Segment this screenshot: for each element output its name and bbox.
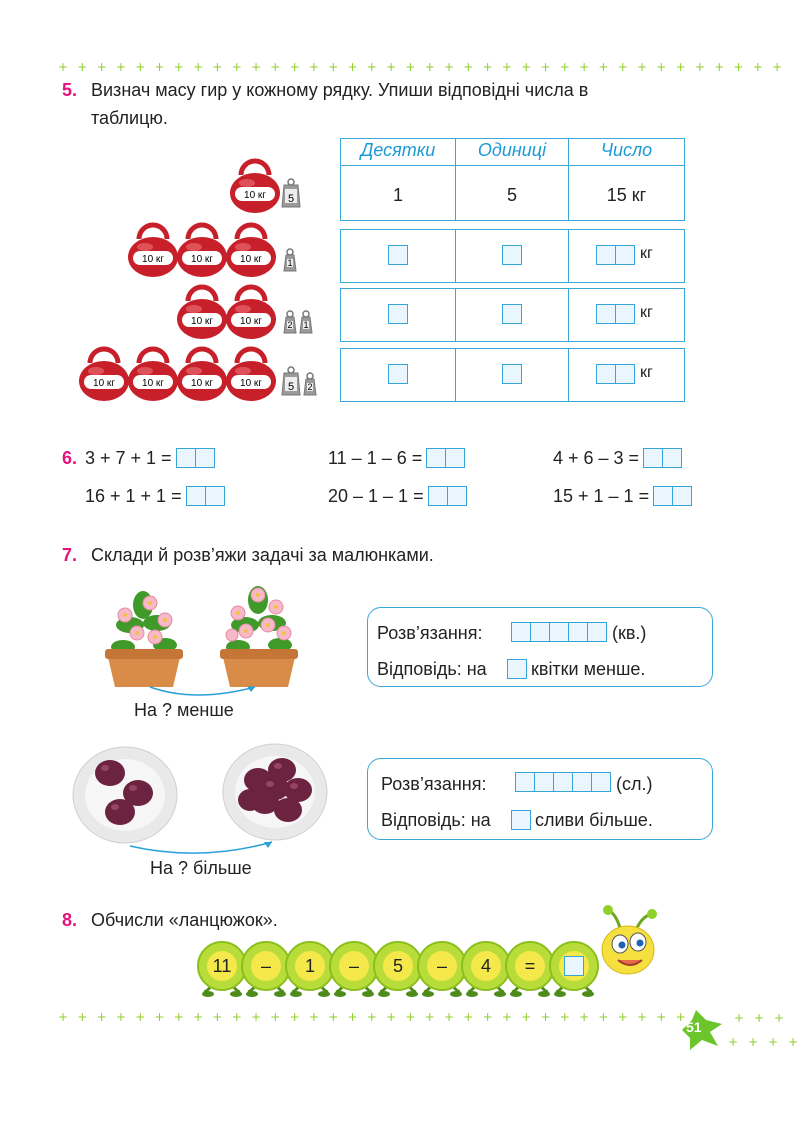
svg-text:+: + [656,60,667,74]
answer-input-2[interactable] [511,810,531,830]
svg-text:+: + [482,1010,493,1024]
svg-text:+: + [521,1010,532,1024]
svg-text:+: + [463,1010,474,1024]
svg-text:+: + [694,60,705,74]
top-dotted-border [0,60,800,74]
chain-answer-input[interactable] [564,956,584,976]
equation-text: 15 + 1 – 1 = [553,486,650,506]
caterpillar-head-icon [602,905,657,974]
example-number: 15 кг [606,185,647,205]
equation [328,486,468,507]
svg-text:1: 1 [287,258,293,268]
answer-prefix-2: Відповідь: на [381,810,491,830]
weight-label: 10 кг [142,254,164,265]
solution-boxes-2[interactable] [515,772,615,792]
weight-small-icon [282,179,300,207]
equation [85,486,226,507]
svg-text:+: + [728,1035,739,1049]
weight-10kg-icon [230,161,280,213]
svg-text:+: + [115,1010,126,1024]
svg-text:+: + [521,60,532,74]
solution-label-1: Розв’язання: [377,623,483,643]
weight-10kg-icon [128,225,178,277]
weight-10kg-icon [177,287,227,339]
svg-text:+: + [482,60,493,74]
svg-text:2: 2 [287,320,293,330]
equation-answer-input[interactable] [426,448,466,468]
plate-left-icon [73,747,177,843]
example-tens: 1 [392,185,403,205]
svg-text:+: + [424,60,435,74]
comparison-arrow [150,687,255,695]
unit-label: кг [640,304,653,321]
weight-label: 10 кг [93,378,115,389]
svg-text:+: + [675,60,686,74]
answer-suffix-2: сливи більше. [535,810,653,830]
weight-small-icon [304,373,316,395]
unit-label: кг [640,245,653,262]
svg-text:+: + [251,1010,262,1024]
svg-text:+: + [366,1010,377,1024]
svg-text:+: + [788,1035,799,1049]
svg-text:+: + [637,1010,648,1024]
chain-item: 11 [212,956,232,976]
svg-text:+: + [656,1010,667,1024]
svg-text:+: + [579,1010,590,1024]
solution-label-2: Розв’язання: [381,774,487,794]
svg-text:+: + [154,1010,165,1024]
chain-item: – [436,956,447,976]
equation [553,486,693,507]
equation-text: 20 – 1 – 1 = [328,486,424,506]
flower-pot-left-icon [105,591,183,687]
svg-text:+: + [405,1010,416,1024]
tens-input[interactable] [388,245,408,265]
weight-small-icon [284,249,296,271]
svg-text:+: + [96,1010,107,1024]
solution-unit-2: (сл.) [616,774,653,794]
svg-text:+: + [212,1010,223,1024]
weight-10kg-icon [79,349,129,401]
svg-text:+: + [501,60,512,74]
task7-number: 7. [62,545,78,565]
answer-input-1[interactable] [507,659,527,679]
svg-text:+: + [193,1010,204,1024]
svg-text:+: + [637,60,648,74]
chain-item: 4 [480,956,491,976]
svg-text:+: + [231,60,242,74]
tens-input[interactable] [388,304,408,324]
svg-text:+: + [251,60,262,74]
svg-text:+: + [772,60,783,74]
svg-text:+: + [58,1010,69,1024]
task8-text: Обчисли «ланцюжок». [91,910,278,930]
svg-text:+: + [540,1010,551,1024]
svg-text:+: + [96,60,107,74]
svg-text:+: + [559,60,570,74]
task5-text-line1: Визнач масу гир у кожному рядку. Упиши відповідні числа в [91,80,589,100]
task5-number: 5. [62,80,78,100]
svg-text:+: + [115,60,126,74]
chain-item: 5 [392,956,403,976]
svg-text:+: + [77,1010,88,1024]
svg-text:+: + [598,60,609,74]
header-number: Число [600,140,653,160]
svg-text:+: + [559,1010,570,1024]
weight-label: 10 кг [191,316,213,327]
header-tens: Десятки [360,140,436,160]
svg-text:+: + [501,1010,512,1024]
svg-text:+: + [135,1010,146,1024]
task8-number: 8. [62,910,78,930]
svg-text:+: + [270,60,281,74]
chain-item: – [348,956,359,976]
svg-text:5: 5 [287,381,295,393]
equation [328,448,466,469]
comparison-arrow [130,842,272,853]
weight-10kg-icon [177,225,227,277]
number-input[interactable] [596,245,636,265]
unit-label: кг [640,364,653,381]
task7-text: Склади й розв’яжи задачі за малюнками. [91,545,434,565]
svg-text:+: + [444,1010,455,1024]
weight-label: 10 кг [142,378,164,389]
weight-small-icon [284,311,296,333]
svg-text:+: + [768,1035,779,1049]
chain-item: – [260,956,271,976]
equation-answer-input[interactable] [428,486,468,506]
units-input[interactable] [502,364,522,384]
equation-text: 16 + 1 + 1 = [85,486,182,506]
svg-text:+: + [58,60,69,74]
svg-text:+: + [752,60,763,74]
task5-text-line2: таблицю. [91,108,168,128]
equation-answer-input[interactable] [186,486,226,506]
weight-label: 10 кг [240,378,262,389]
svg-text:+: + [774,1011,785,1025]
svg-text:+: + [173,1010,184,1024]
svg-text:+: + [366,60,377,74]
svg-text:+: + [347,60,358,74]
weight-10kg-icon [177,349,227,401]
equation-answer-input[interactable] [176,448,216,468]
equation-answer-input[interactable] [653,486,693,506]
svg-text:+: + [347,1010,358,1024]
svg-text:+: + [386,60,397,74]
svg-text:1: 1 [303,320,309,330]
svg-text:+: + [617,60,628,74]
plum-plates-illustration [60,740,330,860]
flowers-caption: На ? менше [134,700,234,720]
svg-text:+: + [212,60,223,74]
solution-unit-1: (кв.) [612,623,647,643]
caterpillar-icon [190,900,670,1010]
task6-number: 6. [62,448,78,468]
header-units: Одиниці [477,140,547,160]
svg-text:+: + [135,60,146,74]
svg-text:+: + [598,1010,609,1024]
svg-text:+: + [77,60,88,74]
weight-label: 10 кг [191,378,213,389]
svg-text:+: + [270,1010,281,1024]
svg-text:+: + [308,60,319,74]
weight-label: 10 кг [240,254,262,265]
weight-10kg-icon [226,349,276,401]
equation-text: 3 + 7 + 1 = [85,448,172,468]
svg-text:+: + [193,60,204,74]
weight-10kg-icon [128,349,178,401]
number-input[interactable] [596,364,636,384]
svg-text:+: + [328,60,339,74]
svg-text:+: + [328,1010,339,1024]
equation [85,448,216,469]
answer-prefix-1: Відповідь: на [377,659,487,679]
svg-text:+: + [748,1035,759,1049]
units-input[interactable] [502,245,522,265]
equation [553,448,683,469]
svg-text:+: + [405,60,416,74]
equation-text: 11 – 1 – 6 = [328,448,423,468]
svg-text:+: + [579,60,590,74]
weight-label: 10 кг [244,190,266,201]
svg-text:+: + [308,1010,319,1024]
chain-item: 1 [304,956,315,976]
svg-text:+: + [173,60,184,74]
svg-text:+: + [231,1010,242,1024]
svg-text:+: + [754,1011,765,1025]
weight-small-icon [300,311,312,333]
svg-text:+: + [289,60,300,74]
chain-item: = [524,956,536,976]
tens-input[interactable] [388,364,408,384]
equation-answer-input[interactable] [643,448,683,468]
answer-suffix-1: квітки менше. [531,659,646,679]
svg-text:+: + [386,1010,397,1024]
weight-10kg-icon [226,287,276,339]
flower-pot-right-icon [220,586,298,687]
svg-text:+: + [617,1010,628,1024]
svg-text:+: + [154,60,165,74]
solution-boxes-1[interactable] [511,622,611,642]
equation-text: 4 + 6 – 3 = [553,448,640,468]
svg-text:+: + [675,1010,686,1024]
weight-label: 10 кг [240,316,262,327]
svg-text:+: + [714,60,725,74]
example-units: 5 [506,185,517,205]
svg-text:+: + [444,60,455,74]
svg-text:5: 5 [287,193,295,205]
page-number: 51 [686,1019,702,1035]
weights-illustration [70,155,340,405]
weight-label: 10 кг [191,254,213,265]
svg-text:+: + [734,1011,745,1025]
flower-pots-illustration [95,575,315,705]
units-input[interactable] [502,304,522,324]
svg-text:+: + [289,1010,300,1024]
plums-caption: На ? більше [150,858,252,878]
svg-text:+: + [733,60,744,74]
svg-text:+: + [540,60,551,74]
number-input[interactable] [596,304,636,324]
plate-right-icon [223,744,327,840]
weight-small-icon [282,367,300,395]
svg-text:+: + [424,1010,435,1024]
svg-text:+: + [463,60,474,74]
svg-text:2: 2 [307,382,313,392]
weight-10kg-icon [226,225,276,277]
